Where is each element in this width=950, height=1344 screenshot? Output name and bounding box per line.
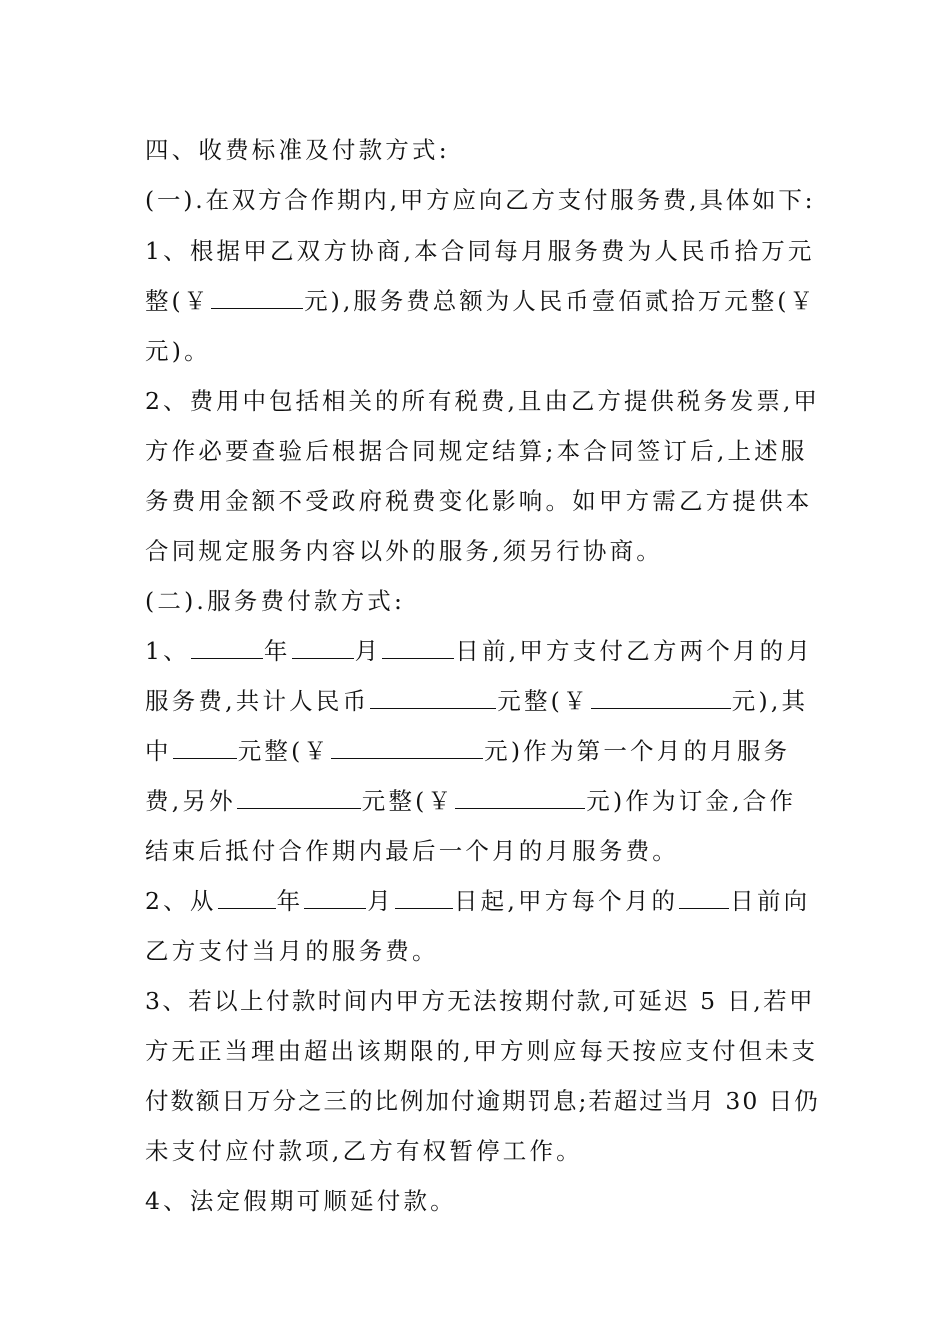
clause-2-1-line-2 <box>145 681 808 721</box>
subsection-2-title-text: (二).服务费付款方式: <box>145 587 406 615</box>
subsection-1-title-text: (一).在双方合作期内,甲方应向乙方支付服务费,具体如下: <box>145 186 816 214</box>
clause-text: 元)作为订金,合作 <box>586 787 797 815</box>
day-blank <box>679 886 729 909</box>
clause-2-3-line-1 <box>145 981 815 1021</box>
clause-text: 合同规定服务内容以外的服务,须另行协商。 <box>145 537 663 565</box>
clause-text: 乙方支付当月的服务费。 <box>145 937 439 965</box>
clause-text: 元),其 <box>731 687 809 715</box>
clause-text: 元)。 <box>145 337 211 365</box>
amount-blank <box>237 786 361 809</box>
clause-text: 元),服务费总额为人民币壹佰贰拾万元整(￥ <box>304 287 816 315</box>
clause-text: 整(￥ <box>145 287 211 315</box>
clause-text: 月 <box>367 887 394 915</box>
clause-2-2-line-2 <box>145 931 439 971</box>
clause-text: 元整(￥ <box>361 787 455 815</box>
clause-text: 元整(￥ <box>497 687 590 715</box>
clause-text: 费,另外 <box>145 787 236 815</box>
clause-text: 1、根据甲乙双方协商,本合同每月服务费为人民币拾万元 <box>145 237 815 265</box>
clause-text: 务费用金额不受政府税费变化影响。如甲方需乙方提供本 <box>145 487 813 515</box>
amount-blank <box>173 736 237 759</box>
clause-text: 中 <box>145 737 172 765</box>
day-blank <box>395 886 453 909</box>
clause-2-3-line-4 <box>145 1131 583 1171</box>
clause-2-2-line-1 <box>145 881 810 921</box>
clause-1-1-line-3 <box>145 331 211 371</box>
clause-2-4 <box>145 1181 457 1221</box>
clause-1-2-line-4 <box>145 531 663 571</box>
month-blank <box>304 886 366 909</box>
clause-text: 2、从 <box>145 887 217 915</box>
clause-text: 1、 <box>145 637 190 665</box>
amount-blank <box>455 786 585 809</box>
clause-2-1-line-3 <box>145 731 790 771</box>
year-blank <box>191 636 263 659</box>
clause-2-1-line-4 <box>145 781 796 821</box>
clause-text: 日前,甲方支付乙方两个月的月 <box>455 637 814 665</box>
clause-2-3-line-3 <box>145 1081 820 1121</box>
clause-2-1-line-5 <box>145 831 679 871</box>
clause-text: 方作必要查验后根据合同规定结算;本合同签订后,上述服 <box>145 437 808 465</box>
day-blank <box>382 636 454 659</box>
clause-text: 日前向 <box>730 887 811 915</box>
clause-text: 服务费,共计人民币 <box>145 687 370 715</box>
clause-1-2-line-2 <box>145 431 808 471</box>
amount-blank <box>591 686 731 709</box>
amount-blank <box>370 686 496 709</box>
clause-1-1-line-1 <box>145 231 815 271</box>
clause-text: 月 <box>354 637 382 665</box>
clause-text: 未支付应付款项,乙方有权暂停工作。 <box>145 1137 583 1165</box>
amount-blank <box>211 286 303 309</box>
subsection-2-title <box>145 581 405 621</box>
clause-text: 元)作为第一个月的月服务 <box>484 737 791 765</box>
clause-2-3-line-2 <box>145 1031 818 1071</box>
clause-text: 结束后抵付合作期内最后一个月的月服务费。 <box>145 837 679 865</box>
clause-2-1-line-1 <box>145 631 813 671</box>
clause-text: 3、若以上付款时间内甲方无法按期付款,可延迟 5 日,若甲 <box>145 987 815 1015</box>
clause-1-2-line-1 <box>145 381 820 421</box>
subsection-1-title <box>145 180 815 220</box>
clause-text: 4、法定假期可顺延付款。 <box>145 1187 457 1215</box>
clause-text: 付数额日万分之三的比例加付逾期罚息;若超过当月 30 日仍 <box>145 1087 820 1115</box>
clause-text: 元整(￥ <box>237 737 331 765</box>
clause-1-1-line-2 <box>145 281 816 321</box>
clause-text: 日起,甲方每个月的 <box>453 887 679 915</box>
clause-1-2-line-3 <box>145 481 813 521</box>
clause-text: 方无正当理由超出该期限的,甲方则应每天按应支付但未支 <box>145 1037 818 1065</box>
amount-blank <box>331 736 483 759</box>
clause-text: 年 <box>276 887 304 915</box>
section-heading <box>145 130 450 170</box>
month-blank <box>292 636 354 659</box>
heading-text: 四、收费标准及付款方式: <box>145 136 450 164</box>
year-blank <box>218 886 276 909</box>
clause-text: 2、费用中包括相关的所有税费,且由乙方提供税务发票,甲 <box>145 387 820 415</box>
clause-text: 年 <box>263 637 291 665</box>
